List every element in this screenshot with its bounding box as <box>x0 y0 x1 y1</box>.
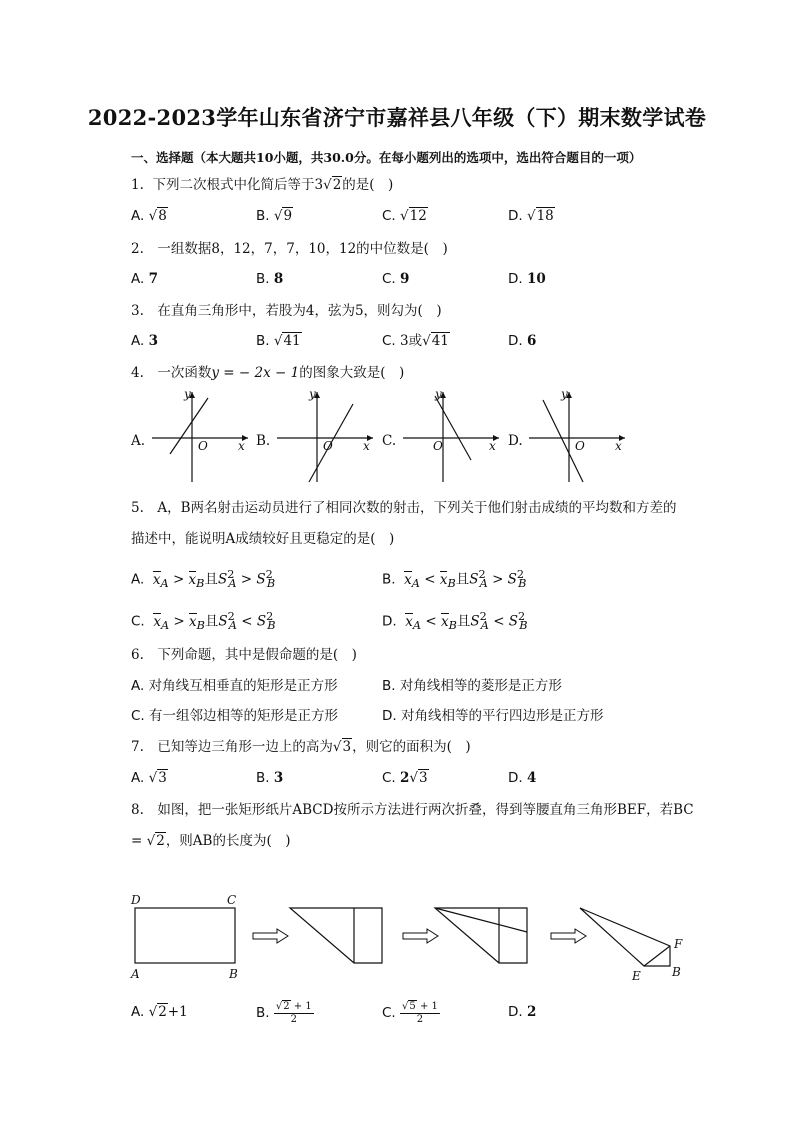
q8-option-d[interactable]: D. 2 <box>508 1004 537 1020</box>
q4-graph-a[interactable] <box>148 386 252 486</box>
question-2: 2. 一组数据8，12，7，7，10，12的中位数是( ) <box>131 241 448 257</box>
q2-option-b[interactable]: B. 8 <box>256 271 284 287</box>
q2-option-a[interactable]: A. 7 <box>131 271 158 287</box>
q6-option-a[interactable]: A. 对角线互相垂直的矩形是正方形 <box>131 678 338 694</box>
question-8-line-2: = √2，则AB的长度为( ) <box>131 833 291 849</box>
q1-text-pre: 下列二次根式中化简后等于 <box>152 177 315 193</box>
page-title: 2022-2023学年山东省济宁市嘉祥县八年级（下）期末数学试卷 <box>87 105 707 130</box>
q7-option-a[interactable]: A. √3 <box>131 770 167 786</box>
q4-option-b-label[interactable]: B. <box>256 433 271 449</box>
q6-option-b[interactable]: B. 对角线相等的菱形是正方形 <box>382 678 562 694</box>
q1-radicand: 2 <box>332 177 342 193</box>
q4-option-c-label[interactable]: C. <box>382 433 397 449</box>
q7-option-c[interactable]: C. 2√3 <box>382 770 428 786</box>
q1-option-d[interactable]: D. √18 <box>508 208 554 224</box>
question-3: 3. 在直角三角形中，若股为4，弦为5，则勾为( ) <box>131 303 442 319</box>
svg-text:C: C <box>227 893 237 907</box>
svg-text:y: y <box>561 387 568 401</box>
svg-text:x: x <box>363 439 370 453</box>
q5-option-d[interactable]: D. $x_A < x_B$且$S^2_A < S^2_B$ <box>382 610 528 633</box>
q2-option-c[interactable]: C. 9 <box>382 271 410 287</box>
svg-text:F: F <box>674 937 683 951</box>
svg-text:O: O <box>323 439 333 453</box>
q7-option-d[interactable]: D. 4 <box>508 770 537 786</box>
q1-text-post: 的是( ) <box>342 177 394 193</box>
question-5-line-1: 5. A，B两名射击运动员进行了相同次数的射击，下列关于他们射击成绩的平均数和方差的 <box>131 500 677 516</box>
q4-graph-d[interactable] <box>525 386 629 486</box>
q8-option-a[interactable]: A. √2+1 <box>131 1004 188 1020</box>
q5-option-a[interactable]: A. $x_A > x_B$且$S^2_A > S^2_B$ <box>131 568 276 591</box>
q1-number: 1. <box>131 177 144 193</box>
q6-option-c[interactable]: C. 有一组邻边相等的矩形是正方形 <box>131 708 339 724</box>
svg-text:O: O <box>433 439 443 453</box>
svg-text:y: y <box>309 387 316 401</box>
svg-text:y: y <box>184 387 191 401</box>
q6-option-d[interactable]: D. 对角线相等的平行四边形是正方形 <box>382 708 604 724</box>
q2-option-d[interactable]: D. 10 <box>508 271 546 287</box>
svg-text:x: x <box>489 439 496 453</box>
q8-folding-figure <box>125 886 690 986</box>
q3-option-a[interactable]: A. 3 <box>131 333 158 349</box>
svg-text:x: x <box>238 439 245 453</box>
svg-text:O: O <box>198 439 208 453</box>
q4-expression: y = − 2x − 1 <box>211 365 300 381</box>
q7-option-b[interactable]: B. 3 <box>256 770 284 786</box>
q1-coef: 3 <box>314 177 324 193</box>
q3-option-b[interactable]: B. √41 <box>256 333 301 349</box>
q4-graph-c[interactable] <box>399 386 503 486</box>
svg-text:x: x <box>615 439 622 453</box>
svg-text:y: y <box>435 387 442 401</box>
question-1: 1. 下列二次根式中化简后等于3√2的是( ) <box>131 177 394 193</box>
q1-option-b[interactable]: B. √9 <box>256 208 293 224</box>
q4-option-a-label[interactable]: A. <box>131 433 146 449</box>
question-4: 4. 一次函数y = − 2x − 1的图象大致是( ) <box>131 365 405 381</box>
svg-text:A: A <box>131 967 140 981</box>
question-8-line-1: 8. 如图，把一张矩形纸片ABCD按所示方法进行两次折叠，得到等腰直角三角形BEF，若BC <box>131 802 694 818</box>
q4-graph-b[interactable] <box>273 386 377 486</box>
svg-text:B: B <box>672 965 681 979</box>
svg-text:E: E <box>632 969 641 983</box>
question-7: 7. 已知等边三角形一边上的高为√3，则它的面积为( ) <box>131 739 471 755</box>
svg-text:B: B <box>229 967 238 981</box>
q5-option-c[interactable]: C. $x_A > x_B$且$S^2_A < S^2_B$ <box>131 610 276 633</box>
q8-option-b[interactable]: B. $\frac{√2 + 1}{2}$ <box>256 1001 312 1025</box>
section-heading: 一、选择题（本大题共10小题，共30.0分。在每小题列出的选项中，选出符合题目的一项） <box>131 150 642 165</box>
q3-option-d[interactable]: D. 6 <box>508 333 537 349</box>
q5-option-b[interactable]: B. $x_A < x_B$且$S^2_A > S^2_B$ <box>382 568 527 591</box>
q1-option-a[interactable]: A. √8 <box>131 208 167 224</box>
q4-option-d-label[interactable]: D. <box>508 433 523 449</box>
svg-text:D: D <box>131 893 141 907</box>
q1-option-c[interactable]: C. √12 <box>382 208 427 224</box>
q3-option-c[interactable]: C. 3或√41 <box>382 333 449 349</box>
q8-option-c[interactable]: C. $\frac{√5 + 1}{2}$ <box>382 1001 438 1025</box>
question-6: 6. 下列命题，其中是假命题的是( ) <box>131 647 357 663</box>
svg-text:O: O <box>575 439 585 453</box>
question-5-line-2: 描述中，能说明A成绩较好且更稳定的是( ) <box>131 531 395 547</box>
